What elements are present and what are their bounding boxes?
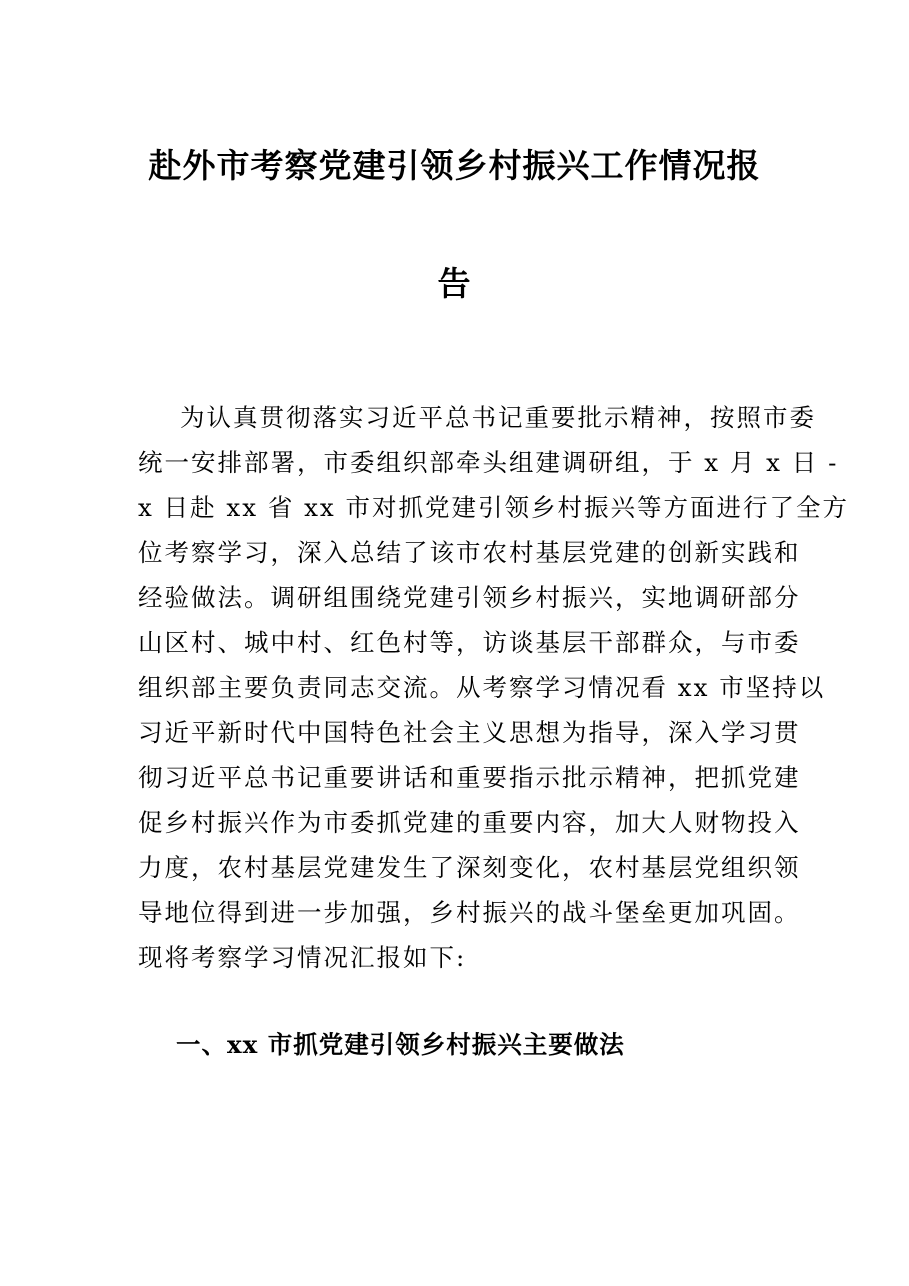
paragraph-line: 为认真贯彻落实习近平总书记重要批示精神，按照市委 [180,403,816,432]
paragraph-line: 习近平新时代中国特色社会主义思想为指导，深入学习贯 [138,718,801,747]
paragraph-line: x 日赴 xx 省 xx 市对抓党建引领乡村振兴等方面进行了全方 [138,493,850,522]
paragraph-line: 力度，农村基层党建发生了深刻变化，农村基层党组织领 [138,853,801,882]
paragraph-line: 促乡村振兴作为市委抓党建的重要内容，加大人财物投入 [138,808,801,837]
paragraph-line: 导地位得到进一步加强，乡村振兴的战斗堡垒更加巩固。 [138,898,801,927]
paragraph-line: 彻习近平总书记重要讲话和重要指示批示精神，把抓党建 [138,763,801,792]
paragraph-line: 统一安排部署，市委组织部牵头组建调研组，于 x 月 x 日 - [138,448,839,477]
document-title-line-2: 告 [437,264,472,303]
document-title-line-1: 赴外市考察党建引领乡村振兴工作情况报 [148,146,761,185]
intro-paragraph [138,395,850,980]
section-heading-1: 一、xx 市抓党建引领乡村振兴主要做法 [176,1030,625,1059]
paragraph-line: 现将考察学习情况汇报如下: [138,943,467,972]
paragraph-line: 组织部主要负责同志交流。从考察学习情况看 xx 市坚持以 [138,673,826,702]
paragraph-line: 山区村、城中村、红色村等，访谈基层干部群众，与市委 [138,628,801,657]
paragraph-line: 位考察学习，深入总结了该市农村基层党建的创新实践和 [138,538,801,567]
paragraph-line: 经验做法。调研组围绕党建引领乡村振兴，实地调研部分 [138,583,801,612]
